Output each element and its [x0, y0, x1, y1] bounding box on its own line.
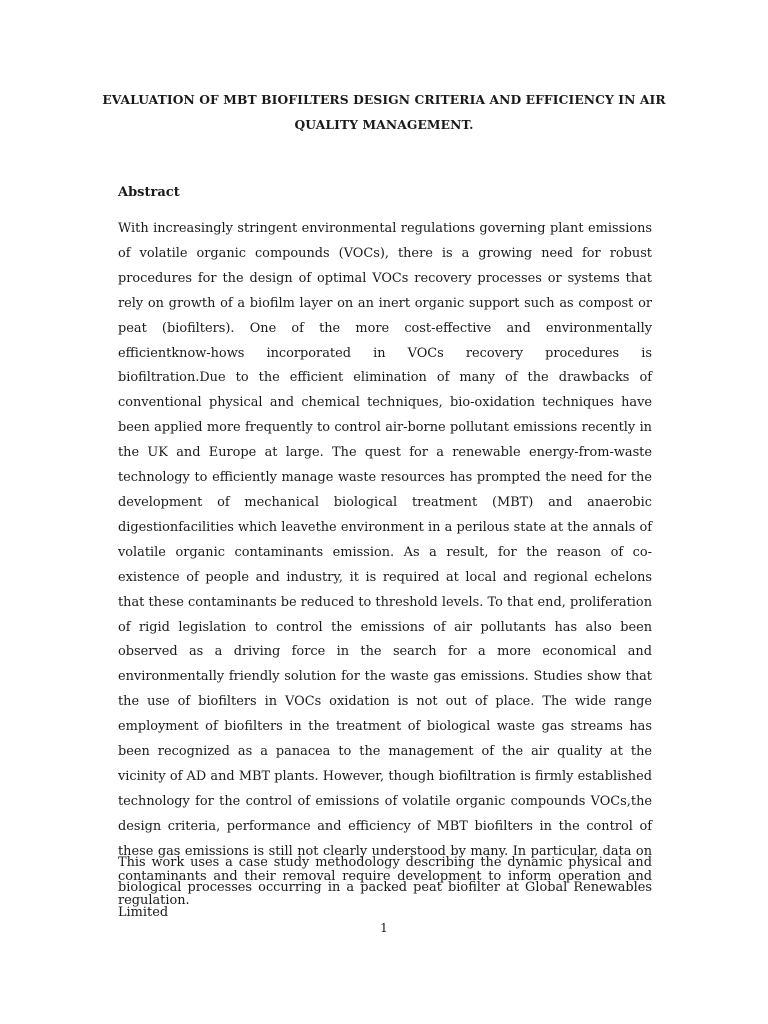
paper-title: EVALUATION OF MBT BIOFILTERS DESIGN CRITERIA AND EFFICIENCY IN AIR QUALITY MANAGEMENT. — [102, 92, 666, 132]
page-number: 1 — [380, 921, 388, 935]
methodology-paragraph: This work uses a case study methodology describing the dynamic physical and biological processes occurring in a packed peat biofilter at Global Renewables Limited — [118, 855, 652, 920]
abstract-heading: Abstract — [118, 185, 180, 200]
abstract-paragraph: With increasingly stringent environmental regulations governing plant emissions of volatile organic compounds (VOCs), there is a growing need for robust procedures for the design of optimal VOCs recovery processes or systems that rely on growth of a biofilm layer on an inert organic support such as compost or peat (biofilters). One of the more cost-effective and environmentally efficientknow-hows incorporated in VOCs recovery procedures is biofiltration.Due to the efficient elimination of many of the drawbacks of conventional physical and chemical techniques, bio-oxidation techniques have been applied more frequently to control air-borne pollutant emissions recently in the UK and Europe at large. The quest for a renewable energy-from-waste technology to efficiently manage waste resources has prompted the need for the development of mechanical biological treatment (MBT) and anaerobic digestionfacilities which leavethe environment in a perilous state at the annals of volatile organic contaminants emission. As a result, for the reason of co-existence of people and industry, it is required at local and regional echelons that these contaminants be reduced to threshold levels. To that end, proliferation of rigid legislation to control the emissions of air pollutants has also been observed as a driving force in the search for a more economical and environmentally friendly solution for the waste gas emissions. Studies show that the use of biofilters in VOCs oxidation is not out of place. The wide range employment of biofilters in the treatment of biological waste gas streams has been recognized as a panacea to the management of the air quality at the vicinity of AD and MBT plants. However, though biofiltration is firmly established technology for the control of emissions of volatile organic compounds VOCs,the design criteria, performance and efficiency of MBT biofilters in the control of these gas emissions is still not clearly understood by many. In particular, data on contaminants and their removal require development to inform operation and regulation. — [118, 221, 652, 909]
